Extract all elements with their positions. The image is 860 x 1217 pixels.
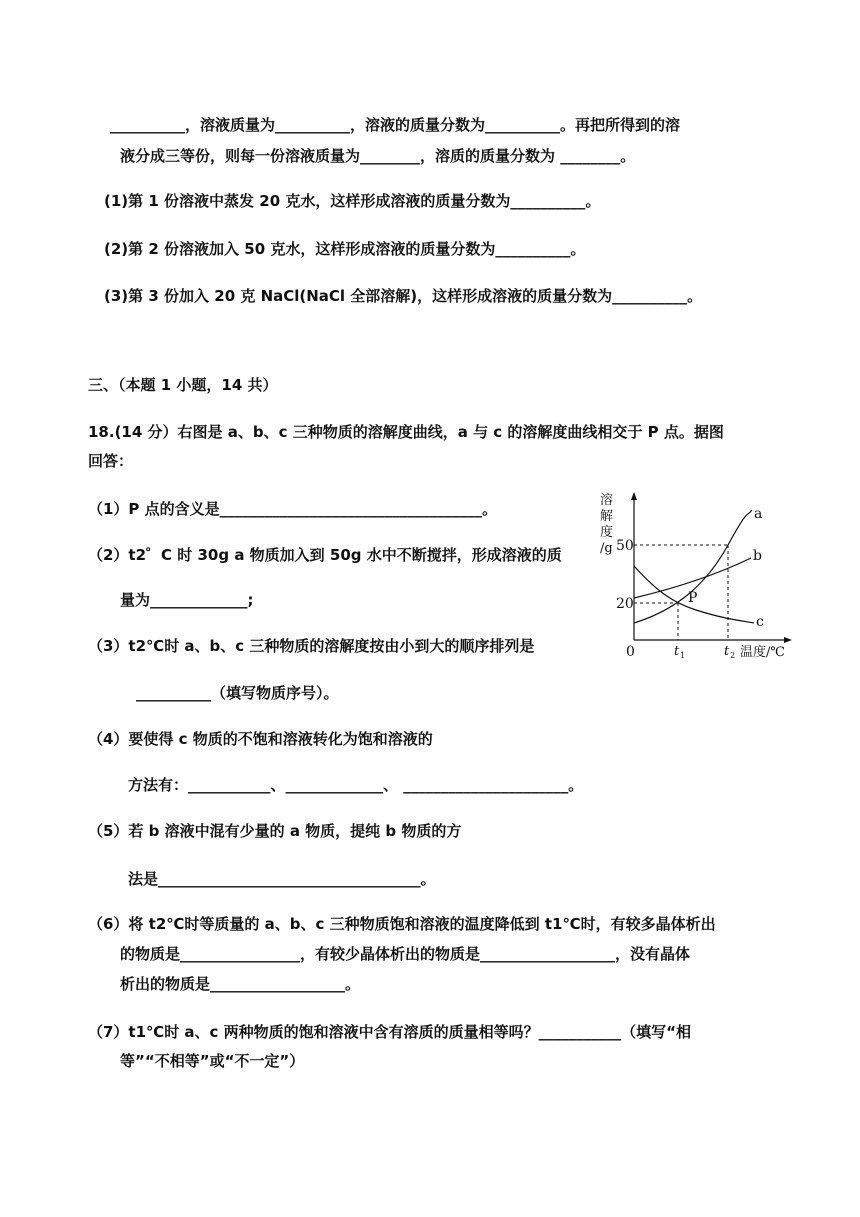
y-tick-20: 20 bbox=[616, 596, 634, 612]
q18-part-5-line-2: 法是___________________________________。 bbox=[128, 870, 436, 888]
q18-stem-line-2: 回答： bbox=[88, 452, 134, 470]
q18-part-6-line-2: 的物质是________________，有较少晶体析出的物质是__________________，没有晶体 bbox=[120, 945, 691, 963]
q18-part-6-line-3: 析出的物质是__________________。 bbox=[120, 975, 361, 993]
q18-stem-line-1: 18.(14 分）右图是 a、b、c 三种物质的溶解度曲线，a 与 c 的溶解度曲线相交于 P 点。据图 bbox=[88, 423, 724, 441]
x-tick-t1-subscript: 1 bbox=[680, 651, 686, 660]
y-label-char-4: /g bbox=[600, 541, 613, 556]
q18-part-4-line-2: 方法有：___________、_____________、 ______________________。 bbox=[128, 776, 584, 794]
q18-part-7-line-2: 等”“不相等”或“不一定”） bbox=[120, 1052, 305, 1070]
intro-line-2: 液分成三等份，则每一份溶液质量为________，溶质的质量分数为 ________。 bbox=[120, 147, 636, 165]
q18-part-3-line-1: （3）t2℃时 a、b、c 三种物质的溶解度按由小到大的顺序排列是 bbox=[88, 637, 535, 655]
y-label-char-3: 度 bbox=[600, 525, 614, 540]
x-tick-t2: t bbox=[724, 644, 730, 659]
section-3-heading: 三、（本题 1 小题，14 共） bbox=[88, 376, 278, 394]
solubility-curve-figure bbox=[596, 490, 796, 665]
q18-part-6-line-1: （6）将 t2℃时等质量的 a、b、c 三种物质饱和溶液的温度降低到 t1℃时，有较多晶体析出 bbox=[88, 915, 716, 933]
y-label-char-2: 解 bbox=[600, 509, 614, 524]
point-p-label: P bbox=[688, 590, 698, 606]
item-2: (2)第 2 份溶液加入 50 克水，这样形成溶液的质量分数为__________。 bbox=[104, 240, 586, 258]
x-axis-label: 温度/℃ bbox=[740, 645, 785, 660]
curve-label-c: c bbox=[756, 614, 764, 630]
intro-line-1: __________，溶液质量为__________，溶液的质量分数为__________。再把所得到的溶 bbox=[110, 116, 681, 134]
x-tick-t1: t bbox=[674, 644, 680, 659]
x-tick-t2-subscript: 2 bbox=[730, 651, 736, 660]
q18-part-1: （1）P 点的含义是___________________________________。 bbox=[88, 500, 498, 518]
curve-a bbox=[634, 510, 752, 623]
q18-part-2-line-1: （2）t2゜C 时 30g a 物质加入到 50g 水中不断搅拌，形成溶液的质 bbox=[88, 546, 562, 564]
q18-part-4-line-1: （4）要使得 c 物质的不饱和溶液转化为饱和溶液的 bbox=[88, 730, 433, 748]
item-1: (1)第 1 份溶液中蒸发 20 克水，这样形成溶液的质量分数为__________。 bbox=[104, 192, 601, 210]
q18-part-3-line-2: __________（填写物质序号）。 bbox=[136, 684, 339, 702]
origin-label: 0 bbox=[626, 644, 635, 660]
curve-label-a: a bbox=[754, 506, 763, 522]
curve-label-b: b bbox=[753, 548, 762, 564]
y-label-char-1: 溶 bbox=[600, 493, 614, 508]
item-3: (3)第 3 份加入 20 克 NaCl(NaCl 全部溶解)，这样形成溶液的质量分数为__________。 bbox=[104, 287, 703, 305]
q18-part-7-line-1: （7）t1℃时 a、c 两种物质的饱和溶液中含有溶质的质量相等吗？___________（填写“相 bbox=[88, 1023, 692, 1041]
x-axis-arrow bbox=[784, 637, 792, 643]
q18-part-2-line-2: 量为_____________; bbox=[120, 591, 254, 609]
q18-part-5-line-1: （5）若 b 溶液中混有少量的 a 物质，提纯 b 物质的方 bbox=[88, 822, 462, 840]
y-axis-arrow bbox=[631, 492, 637, 500]
y-tick-50: 50 bbox=[616, 538, 634, 554]
